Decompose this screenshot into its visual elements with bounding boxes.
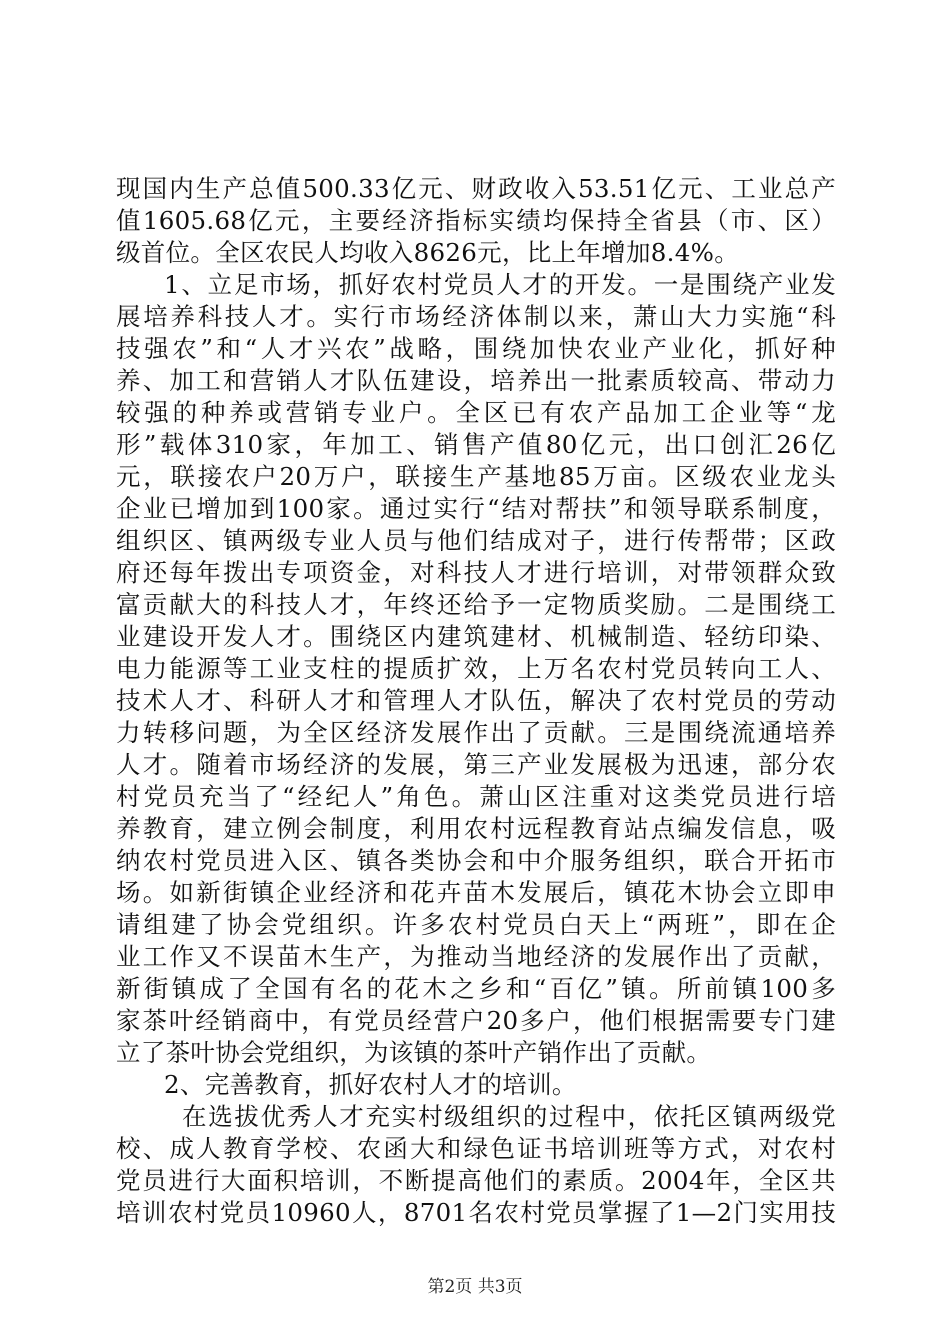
- text-line: 元，联接农户20万户，联接生产基地85万亩。区级农业龙头: [116, 462, 836, 491]
- text-line: 养、加工和营销人才队伍建设，培养出一批素质较高、带动力: [116, 366, 836, 395]
- text-line: 人才。随着市场经济的发展，第三产业发展极为迅速，部分农: [116, 750, 836, 779]
- text-line: 力转移问题，为全区经济发展作出了贡献。三是围绕流通培养: [116, 718, 836, 747]
- text-line: 1、立足市场，抓好农村党员人才的开发。一是围绕产业发: [164, 270, 836, 299]
- text-line: 村党员充当了“经纪人”角色。萧山区注重对这类党员进行培: [116, 782, 836, 811]
- page-number-footer: 第2页 共3页: [427, 1277, 523, 1297]
- text-line: 技术人才、科研人才和管理人才队伍，解决了农村党员的劳动: [116, 686, 836, 715]
- text-line: 电力能源等工业支柱的提质扩效，上万名农村党员转向工人、: [116, 654, 836, 683]
- text-line: 业工作又不误苗木生产，为推动当地经济的发展作出了贡献，: [116, 942, 836, 971]
- text-line: 值1605.68亿元，主要经济指标实绩均保持全省县（市、区）: [116, 206, 836, 235]
- section-heading: 2、完善教育，抓好农村人才的培训。: [164, 1070, 577, 1099]
- text-line: 级首位。全区农民人均收入8626元，比上年增加8.4%。: [116, 238, 739, 267]
- text-line: 展培养科技人才。实行市场经济体制以来，萧山大力实施“科: [116, 302, 836, 331]
- text-line: 养教育，建立例会制度，利用农村远程教育站点编发信息，吸: [116, 814, 836, 843]
- text-line: 形”载体310家，年加工、销售产值80亿元，出口创汇26亿: [116, 430, 836, 459]
- text-line: 请组建了协会党组织。许多农村党员白天上“两班”，即在企: [116, 910, 836, 939]
- text-line: 企业已增加到100家。通过实行“结对帮扶”和领导联系制度，: [116, 494, 836, 523]
- text-line: 党员进行大面积培训，不断提高他们的素质。2004年，全区共: [116, 1166, 836, 1195]
- text-line: 新街镇成了全国有名的花木之乡和“百亿”镇。所前镇100多: [116, 974, 836, 1003]
- text-line: 府还每年拨出专项资金，对科技人才进行培训，对带领群众致: [116, 558, 836, 587]
- text-line: 校、成人教育学校、农函大和绿色证书培训班等方式，对农村: [116, 1134, 836, 1163]
- text-line: 较强的种养或营销专业户。全区已有农产品加工企业等“龙: [116, 398, 836, 427]
- text-line: 业建设开发人才。围绕区内建筑建材、机械制造、轻纺印染、: [116, 622, 836, 651]
- text-line: 在选拔优秀人才充实村级组织的过程中，依托区镇两级党: [182, 1102, 836, 1131]
- text-line: 场。如新街镇企业经济和花卉苗木发展后，镇花木协会立即申: [116, 878, 836, 907]
- text-line: 技强农”和“人才兴农”战略，围绕加快农业产业化，抓好种: [116, 334, 836, 363]
- text-line: 培训农村党员10960人，8701名农村党员掌握了1—2门实用技: [116, 1198, 836, 1227]
- text-line: 富贡献大的科技人才，年终还给予一定物质奖励。二是围绕工: [116, 590, 836, 619]
- text-line: 组织区、镇两级专业人员与他们结成对子，进行传帮带；区政: [116, 526, 836, 555]
- text-line: 立了茶叶协会党组织，为该镇的茶叶产销作出了贡献。: [116, 1038, 712, 1067]
- text-line: 纳农村党员进入区、镇各类协会和中介服务组织，联合开拓市: [116, 846, 836, 875]
- text-line: 家茶叶经销商中，有党员经营户20多户，他们根据需要专门建: [116, 1006, 836, 1035]
- text-line: 现国内生产总值500.33亿元、财政收入53.51亿元、工业总产: [116, 174, 836, 203]
